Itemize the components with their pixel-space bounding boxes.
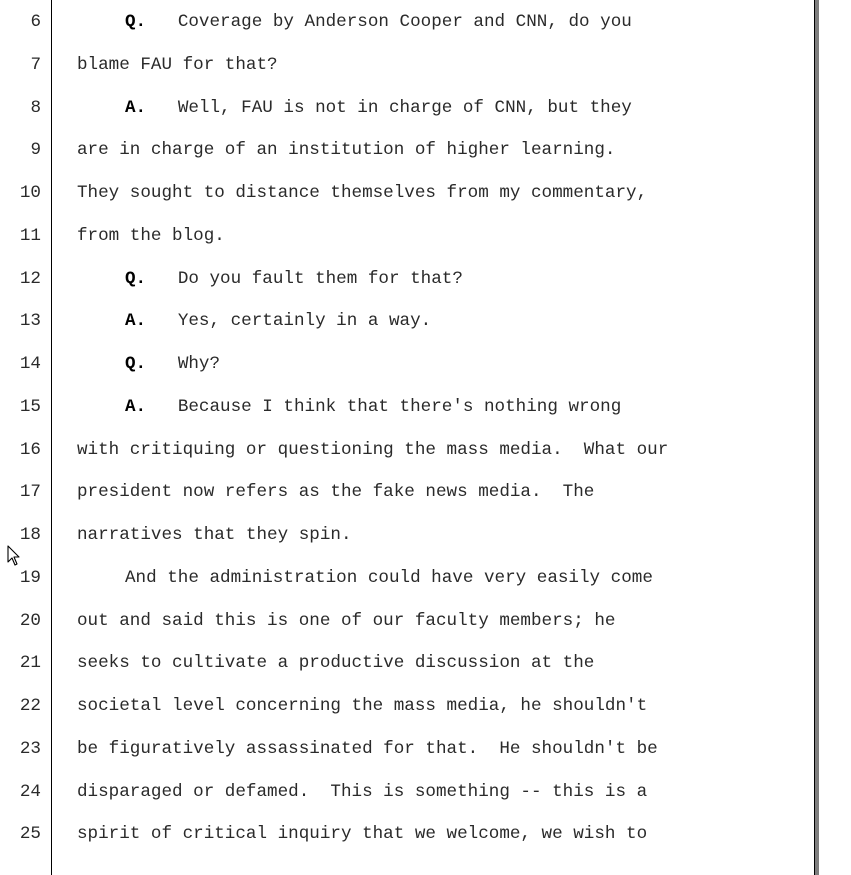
- line-number: 18: [19, 525, 41, 545]
- line-text: [77, 824, 647, 844]
- testimony-text: disparaged or defamed. This is something -- this is a: [77, 781, 648, 802]
- line-number: 15: [19, 396, 41, 417]
- line-number: 16: [19, 439, 41, 460]
- line-text: [77, 226, 225, 246]
- transcript-line: [0, 771, 814, 814]
- line-number: 12: [19, 268, 41, 289]
- speaker-label: Q.: [125, 354, 147, 374]
- line-number: 17: [19, 482, 41, 503]
- line-text: [77, 739, 658, 759]
- speaker-label: A.: [125, 97, 147, 118]
- transcript-line: [0, 215, 814, 258]
- transcript-line: [0, 429, 814, 472]
- line-text: [77, 525, 352, 545]
- line-number: 6: [30, 12, 41, 32]
- testimony-text: are in charge of an institution of higher learning.: [77, 140, 616, 161]
- mouse-pointer-icon: [7, 545, 21, 567]
- line-number: 14: [19, 354, 41, 374]
- testimony-text: Well, FAU is not in charge of CNN, but they: [177, 97, 632, 118]
- speaker-label: A.: [125, 311, 147, 332]
- transcript-line: [0, 300, 814, 343]
- transcript-line: [0, 87, 814, 130]
- testimony-text: blame FAU for that?: [77, 54, 278, 75]
- line-number: 7: [30, 54, 41, 75]
- transcript-line: [0, 258, 814, 301]
- testimony-text: seeks to cultivate a productive discussion at the: [77, 653, 595, 674]
- line-text: [77, 440, 668, 460]
- transcript-line: [0, 172, 814, 215]
- line-text: [77, 55, 278, 75]
- line-text: [77, 653, 594, 673]
- line-number: 20: [19, 610, 41, 631]
- transcript-line: [0, 685, 814, 728]
- transcript-line: [0, 471, 814, 514]
- testimony-text: Coverage by Anderson Cooper and CNN, do you: [177, 12, 632, 32]
- transcript-line: [0, 1, 814, 44]
- line-text: [77, 140, 615, 160]
- transcript-line: [0, 129, 814, 172]
- line-text: [125, 311, 431, 331]
- transcript-line: [0, 44, 814, 87]
- line-number: 10: [19, 183, 41, 203]
- transcript-line: [0, 642, 814, 685]
- line-number: 9: [30, 140, 41, 161]
- line-number: 25: [19, 824, 41, 845]
- line-number: 11: [19, 225, 41, 246]
- testimony-text: societal level concerning the mass media, he shouldn't: [77, 696, 648, 716]
- line-text: [77, 183, 647, 203]
- line-text: [77, 611, 615, 631]
- line-number: 21: [19, 653, 41, 674]
- testimony-text: Yes, certainly in a way.: [177, 311, 432, 332]
- line-text: [77, 696, 647, 716]
- speaker-label: A.: [125, 396, 147, 417]
- page-shadow: [815, 0, 819, 875]
- transcript-line: [0, 600, 814, 643]
- transcript-line: [0, 813, 814, 856]
- line-text: [125, 568, 653, 588]
- transcript-line: [0, 557, 814, 600]
- speaker-label: Q.: [125, 268, 147, 289]
- testimony-text: president now refers as the fake news media. The: [77, 482, 595, 503]
- line-text: [125, 98, 632, 118]
- testimony-text: They sought to distance themselves from my commentary,: [77, 183, 648, 203]
- line-text: [125, 354, 220, 374]
- testimony-text: from the blog.: [77, 225, 225, 246]
- testimony-text: And the administration could have very easily come: [125, 567, 653, 588]
- speaker-label: Q.: [125, 12, 147, 32]
- line-number: 19: [19, 567, 41, 588]
- line-number: 8: [30, 97, 41, 118]
- line-text: [125, 12, 632, 32]
- testimony-text: with critiquing or questioning the mass media. What our: [77, 439, 669, 460]
- transcript-line: [0, 514, 814, 557]
- line-number: 23: [19, 738, 41, 759]
- line-number: 24: [19, 781, 41, 802]
- line-text: [125, 397, 621, 417]
- transcript-line: [0, 728, 814, 771]
- transcript-line: [0, 343, 814, 386]
- testimony-text: narratives that they spin.: [77, 525, 352, 545]
- line-text: [125, 269, 463, 289]
- transcript-line: [0, 386, 814, 429]
- line-number: 22: [19, 696, 41, 716]
- testimony-text: Do you fault them for that?: [177, 268, 463, 289]
- line-text: [77, 482, 594, 502]
- testimony-text: spirit of critical inquiry that we welcome, we wish to: [77, 824, 648, 845]
- testimony-text: out and said this is one of our faculty members; he: [77, 610, 616, 631]
- testimony-text: Why?: [177, 354, 221, 374]
- line-number: 13: [19, 311, 41, 332]
- testimony-text: Because I think that there's nothing wrong: [177, 396, 622, 417]
- testimony-text: be figuratively assassinated for that. He shouldn't be: [77, 738, 658, 759]
- line-text: [77, 782, 647, 802]
